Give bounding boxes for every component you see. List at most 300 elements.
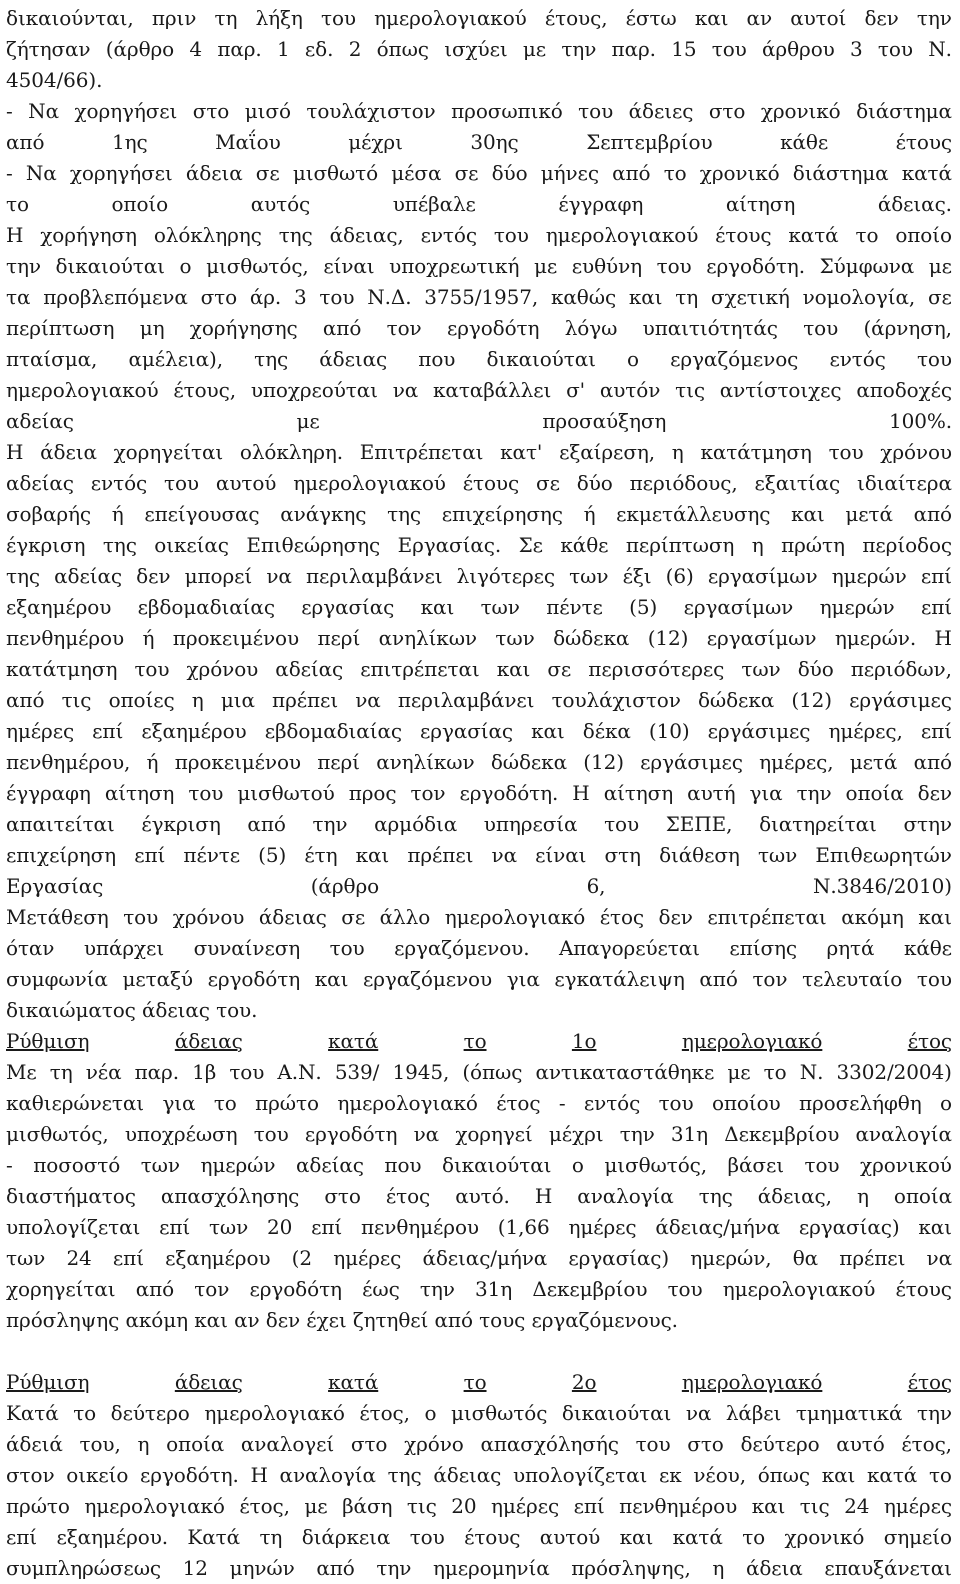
word: έστω bbox=[625, 6, 677, 30]
word: ανάγκης bbox=[280, 502, 367, 526]
word: εντός bbox=[420, 223, 477, 247]
word: και bbox=[314, 967, 349, 991]
word: (1,66 bbox=[497, 1215, 550, 1239]
word: την bbox=[419, 1277, 455, 1301]
word: πρέπει bbox=[407, 843, 474, 867]
word: άρ. bbox=[249, 285, 282, 309]
word: το bbox=[213, 1091, 237, 1115]
word: 30ης bbox=[470, 130, 519, 154]
word: Σύμφωνα bbox=[819, 254, 915, 278]
word: χορηγήσει bbox=[74, 99, 178, 123]
word: δεν bbox=[658, 905, 693, 929]
word: - bbox=[6, 161, 13, 185]
text-line bbox=[6, 685, 952, 716]
word: υπέβαλε bbox=[392, 192, 476, 216]
word: χρόνου bbox=[172, 905, 245, 929]
word: ακόμη bbox=[841, 905, 904, 929]
word: εργασίας) bbox=[568, 1246, 670, 1270]
word: στο bbox=[324, 1184, 361, 1208]
word: ημερών bbox=[819, 595, 895, 619]
word: από bbox=[322, 316, 362, 340]
word: αποδοχές bbox=[856, 378, 952, 402]
word: του bbox=[409, 1525, 445, 1549]
word: ημερών bbox=[831, 564, 907, 588]
text-line bbox=[6, 189, 952, 220]
word: - bbox=[6, 99, 13, 123]
word: συναίνεση bbox=[193, 936, 301, 960]
word: εργαζόμενος bbox=[670, 347, 799, 371]
word: την bbox=[796, 781, 832, 805]
word: του bbox=[877, 37, 913, 61]
word: της bbox=[698, 1184, 733, 1208]
word: στην bbox=[903, 812, 952, 836]
word: με bbox=[533, 254, 558, 278]
word: ημέρες bbox=[883, 1494, 952, 1518]
text-line bbox=[6, 530, 952, 561]
word: μισθωτός, bbox=[604, 1153, 707, 1177]
word: χρόνου bbox=[880, 440, 952, 464]
word: υπολογίζεται bbox=[6, 1215, 141, 1239]
word: μισθωτός, bbox=[6, 1122, 109, 1146]
word: έτος bbox=[907, 1029, 952, 1053]
word: Ν.3846/2010) bbox=[812, 874, 952, 898]
word: 20 bbox=[267, 1215, 293, 1239]
word: τις bbox=[61, 688, 92, 712]
word: διάστημα bbox=[792, 161, 889, 185]
word: του bbox=[828, 440, 864, 464]
word: απαιτείται bbox=[6, 812, 115, 836]
word: το bbox=[6, 192, 29, 216]
word: του bbox=[803, 316, 839, 340]
word: ανηλίκων bbox=[378, 626, 477, 650]
word: δύο bbox=[797, 657, 834, 681]
word: εργοδότη bbox=[304, 1122, 398, 1146]
word: μη bbox=[139, 316, 165, 340]
word: η bbox=[191, 688, 204, 712]
word: οικείο bbox=[66, 1463, 129, 1487]
word: διάθεση bbox=[659, 843, 740, 867]
word: Να bbox=[28, 99, 59, 123]
word: ρητά bbox=[826, 936, 875, 960]
word: πενθημέρου, bbox=[6, 750, 131, 774]
word: δώδεκα bbox=[490, 750, 567, 774]
word: περιόδων, bbox=[850, 657, 952, 681]
word: ημερών. bbox=[834, 626, 917, 650]
word: ημέρες bbox=[568, 1215, 637, 1239]
text-line bbox=[6, 1057, 952, 1088]
word: έτους, bbox=[544, 6, 608, 30]
text-line bbox=[6, 313, 952, 344]
word: κατά bbox=[328, 1370, 379, 1394]
word: χρονικό bbox=[699, 161, 780, 185]
word: συμφωνία bbox=[6, 967, 108, 991]
word: από bbox=[6, 130, 45, 154]
word: δικαιούνται, bbox=[6, 6, 134, 30]
text-line bbox=[6, 1553, 952, 1584]
word: του bbox=[804, 1153, 840, 1177]
word: Επιθεωρητών bbox=[815, 843, 952, 867]
word: περίοδος bbox=[862, 533, 952, 557]
word: Η bbox=[250, 1463, 268, 1487]
word: σε bbox=[454, 161, 479, 185]
word: 12 bbox=[182, 1556, 208, 1580]
word: χρονικό bbox=[760, 99, 841, 123]
word: υποχρεούται bbox=[250, 378, 378, 402]
word: μέσα bbox=[391, 161, 442, 185]
word: εξαιτίας bbox=[754, 471, 841, 495]
word: διάστημα bbox=[856, 99, 952, 123]
section-heading bbox=[6, 1026, 952, 1057]
word: επίσης bbox=[729, 936, 798, 960]
word: επί bbox=[573, 1494, 605, 1518]
word: κάθε bbox=[903, 936, 952, 960]
word: έτη bbox=[304, 843, 338, 867]
word: 24 bbox=[844, 1494, 870, 1518]
word: έτος bbox=[385, 1184, 431, 1208]
word: αδείας bbox=[296, 1153, 364, 1177]
word: οποίο bbox=[895, 223, 952, 247]
word: σ' bbox=[566, 378, 586, 402]
text-line bbox=[6, 933, 952, 964]
word: Κατά bbox=[6, 1401, 59, 1425]
word: παρ. bbox=[134, 1060, 179, 1084]
word: εντός bbox=[829, 347, 886, 371]
word: έγκριση bbox=[6, 533, 86, 557]
word: τον bbox=[386, 316, 422, 340]
word: επιτρέπεται bbox=[707, 905, 827, 929]
word: εξαίρεση, bbox=[559, 440, 656, 464]
word: ιδιαίτερα bbox=[856, 471, 952, 495]
word: (6) bbox=[665, 564, 694, 588]
word: εργοδότη bbox=[249, 1277, 342, 1301]
text-line bbox=[6, 1274, 952, 1305]
word: την bbox=[561, 37, 597, 61]
word: του bbox=[711, 37, 747, 61]
word: σχετική bbox=[710, 285, 790, 309]
word: ανηλίκων bbox=[376, 750, 475, 774]
word: θα bbox=[792, 1246, 819, 1270]
word: από bbox=[135, 1277, 175, 1301]
word: μεταξύ bbox=[122, 967, 193, 991]
word: ημέρες bbox=[491, 1494, 560, 1518]
word: τμηματικά bbox=[795, 1401, 903, 1425]
word: οποίου bbox=[711, 1091, 781, 1115]
word: λιγότερες bbox=[456, 564, 555, 588]
text-line bbox=[6, 499, 952, 530]
word: εργασίμων bbox=[707, 564, 818, 588]
text-line bbox=[6, 809, 952, 840]
text-line bbox=[6, 1460, 952, 1491]
word: πρέπει bbox=[839, 1246, 906, 1270]
text-line bbox=[6, 778, 952, 809]
word: χορηγείται bbox=[113, 440, 224, 464]
word: του bbox=[253, 1122, 289, 1146]
word: εξαημέρου bbox=[165, 1246, 271, 1270]
word: των bbox=[6, 1246, 46, 1270]
word: χρόνο bbox=[404, 1432, 464, 1456]
word: που bbox=[384, 1153, 422, 1177]
word: την bbox=[916, 1401, 952, 1425]
word: ημερών, bbox=[690, 1246, 772, 1270]
word: εργάσιμες bbox=[849, 688, 952, 712]
word: επί bbox=[92, 719, 124, 743]
word: κατά bbox=[328, 1029, 379, 1053]
word: αυτόν bbox=[599, 378, 661, 402]
word: πέντε bbox=[546, 595, 603, 619]
word: οποία bbox=[166, 1432, 225, 1456]
word: (όπως bbox=[462, 1060, 523, 1084]
word: Η bbox=[6, 223, 24, 247]
word: άδειας/μήνα bbox=[655, 1215, 781, 1239]
word: ο bbox=[940, 1091, 952, 1115]
word: του bbox=[134, 657, 170, 681]
word: εβδομαδιαίας bbox=[264, 719, 402, 743]
word: έτους bbox=[895, 1277, 952, 1301]
word: τη bbox=[259, 1525, 283, 1549]
word: (5) bbox=[629, 595, 658, 619]
word: εξαημέρου bbox=[141, 719, 247, 743]
word: περιλαμβάνει bbox=[397, 688, 535, 712]
word: Με bbox=[6, 1060, 37, 1084]
word: της bbox=[254, 347, 289, 371]
word: εργαζόμενου. bbox=[394, 936, 530, 960]
word: και bbox=[420, 595, 455, 619]
word: του bbox=[604, 812, 640, 836]
word: επείγουσας bbox=[144, 502, 260, 526]
word: αρμόδια bbox=[374, 812, 458, 836]
word: την bbox=[376, 1556, 412, 1580]
word: συμπληρώσεως bbox=[6, 1556, 162, 1580]
word: άδειες bbox=[628, 99, 694, 123]
word: χορηγεί bbox=[455, 1122, 533, 1146]
word: (άρθρο bbox=[105, 37, 175, 61]
text-line bbox=[6, 34, 952, 65]
word: (10) bbox=[648, 719, 690, 743]
word: αυτού bbox=[215, 471, 277, 495]
word: ή bbox=[146, 750, 159, 774]
word: το bbox=[463, 1370, 487, 1394]
word: σε bbox=[341, 905, 366, 929]
word: έτος bbox=[599, 905, 644, 929]
word: άδεια bbox=[40, 440, 97, 464]
word: έτος, bbox=[239, 1494, 290, 1518]
word: νέου, bbox=[693, 1463, 746, 1487]
word: δέκα bbox=[582, 719, 631, 743]
word: άδειας. bbox=[877, 192, 952, 216]
word: με bbox=[522, 37, 547, 61]
word: περίπτωση bbox=[6, 316, 115, 340]
word: αναλογία bbox=[279, 1463, 376, 1487]
word: όταν bbox=[6, 936, 55, 960]
word: εδ. bbox=[304, 37, 334, 61]
word: νέα bbox=[85, 1060, 122, 1084]
word: τις bbox=[406, 1494, 437, 1518]
word: 1ης bbox=[111, 130, 148, 154]
word: από bbox=[913, 502, 952, 526]
word: στη bbox=[604, 843, 641, 867]
word: μετά bbox=[845, 502, 893, 526]
word: δικαιούται bbox=[442, 1153, 552, 1177]
word: και bbox=[628, 285, 663, 309]
word: νομολογία, bbox=[802, 285, 916, 309]
word: 6, bbox=[586, 874, 606, 898]
word: στο bbox=[708, 99, 746, 123]
word: εργασίας bbox=[301, 595, 395, 619]
word: περί bbox=[317, 750, 360, 774]
word: και bbox=[821, 1463, 856, 1487]
word: την bbox=[6, 254, 41, 278]
word: των bbox=[495, 626, 535, 650]
word: ποσοστό bbox=[33, 1153, 121, 1177]
word: του bbox=[319, 285, 355, 309]
word: Ν.Δ. bbox=[367, 285, 412, 309]
word: έτους, bbox=[173, 378, 236, 402]
word: δεν bbox=[917, 781, 952, 805]
word: μήνες bbox=[540, 161, 599, 185]
word: 24 bbox=[66, 1246, 92, 1270]
word: άδεια bbox=[745, 1556, 803, 1580]
text-line bbox=[6, 592, 952, 623]
word: καθώς bbox=[551, 285, 617, 309]
word: υπαιτιότητάς bbox=[642, 316, 778, 340]
word: σε bbox=[547, 657, 572, 681]
word: ημέρες, bbox=[759, 750, 834, 774]
text-line bbox=[6, 251, 952, 282]
word: αδείας bbox=[6, 409, 74, 433]
word: τον bbox=[194, 1277, 230, 1301]
text-line: δικαιώματος άδειας του. bbox=[6, 998, 258, 1022]
word: 1ο bbox=[571, 1029, 597, 1053]
word: Η bbox=[6, 440, 24, 464]
word: κατ' bbox=[500, 440, 543, 464]
word: μπορεί bbox=[184, 564, 253, 588]
word: εργάσιμες bbox=[707, 719, 811, 743]
word: η bbox=[137, 1432, 150, 1456]
word: αυτός bbox=[250, 192, 311, 216]
word: της bbox=[387, 1463, 422, 1487]
blank-line bbox=[6, 1336, 952, 1367]
word: ημέρες bbox=[6, 719, 75, 743]
word: μισθωτός bbox=[450, 1401, 548, 1425]
word: άδειας bbox=[174, 1370, 243, 1394]
word: δύο bbox=[491, 161, 528, 185]
word: αντίστοιχες bbox=[719, 378, 842, 402]
word: Ρύθμιση bbox=[6, 1370, 90, 1394]
word: της bbox=[387, 502, 422, 526]
word: επαυξάνεται bbox=[824, 1556, 952, 1580]
word: 31η bbox=[475, 1277, 513, 1301]
word: 3 bbox=[293, 285, 307, 309]
word: εργοδότη. bbox=[459, 781, 559, 805]
word: εργοδότη. bbox=[140, 1463, 239, 1487]
word: του bbox=[329, 936, 365, 960]
word: (άρνηση, bbox=[863, 316, 952, 340]
word: επί bbox=[134, 843, 166, 867]
word: έτος bbox=[907, 1370, 952, 1394]
word: δύο bbox=[576, 471, 613, 495]
word: τουλάχιστον bbox=[306, 99, 436, 123]
word: η bbox=[671, 440, 684, 464]
word: για bbox=[162, 1091, 196, 1115]
word: του bbox=[635, 1432, 671, 1456]
word: διάρκεια bbox=[301, 1525, 391, 1549]
word: και bbox=[496, 657, 531, 681]
word: εργάσιμες bbox=[640, 750, 743, 774]
word: προσελήφθη bbox=[798, 1091, 922, 1115]
word: εργοδότη bbox=[207, 967, 301, 991]
word: δώδεκα bbox=[697, 688, 775, 712]
word: ημερολογιακού bbox=[293, 471, 446, 495]
word: ΣΕΠΕ, bbox=[665, 812, 733, 836]
word: με bbox=[727, 1060, 751, 1084]
text-line bbox=[6, 840, 952, 871]
word: του bbox=[916, 967, 952, 991]
word: χορήγησης bbox=[189, 316, 298, 340]
word: άδειας, bbox=[757, 1184, 832, 1208]
word: πρώτη bbox=[781, 533, 845, 557]
word: δεν bbox=[864, 6, 899, 30]
word: εργασίας) bbox=[798, 1215, 900, 1239]
word: αν bbox=[746, 6, 773, 30]
text-line bbox=[6, 1119, 952, 1150]
word: και bbox=[918, 1215, 952, 1239]
word: (12) bbox=[583, 750, 624, 774]
word: από bbox=[913, 750, 952, 774]
word: του bbox=[188, 781, 224, 805]
word: να bbox=[392, 378, 419, 402]
word: οποίες bbox=[108, 688, 175, 712]
word: δώδεκα bbox=[553, 626, 630, 650]
word: εβδομαδιαίας bbox=[137, 595, 275, 619]
word: δικαιούται bbox=[486, 347, 596, 371]
word: του bbox=[656, 254, 692, 278]
word: 4 bbox=[189, 37, 203, 61]
word: 31η bbox=[670, 1122, 709, 1146]
word: επί bbox=[920, 719, 952, 743]
word: των bbox=[757, 843, 798, 867]
word: κάθε bbox=[780, 130, 829, 154]
word: 1945, bbox=[392, 1060, 450, 1084]
word: έξι bbox=[622, 564, 652, 588]
word: μια bbox=[220, 688, 255, 712]
word: εγκατάλειψη bbox=[554, 967, 685, 991]
word: 3302/2004) bbox=[836, 1060, 952, 1084]
word: κατά bbox=[901, 161, 952, 185]
word: τη bbox=[49, 1060, 73, 1084]
text-line bbox=[6, 437, 952, 468]
word: ο bbox=[571, 1153, 584, 1177]
text-line bbox=[6, 1150, 952, 1181]
word: και bbox=[355, 843, 390, 867]
word: ημερολογιακό bbox=[84, 1494, 225, 1518]
text-line bbox=[6, 654, 952, 685]
word: εργαζόμενου bbox=[362, 967, 493, 991]
word: άδειας bbox=[174, 1029, 243, 1053]
word: στο bbox=[192, 99, 230, 123]
word: ημερολογιακό bbox=[681, 1029, 823, 1053]
word: όπως bbox=[376, 37, 429, 61]
word: ή bbox=[142, 626, 155, 650]
word: το bbox=[763, 1060, 787, 1084]
word: περισσότερες bbox=[588, 657, 725, 681]
word: ημέρες bbox=[333, 1246, 402, 1270]
word: προκειμένου bbox=[172, 626, 300, 650]
word: την bbox=[312, 812, 348, 836]
word: από bbox=[247, 812, 286, 836]
word: έτους bbox=[895, 130, 952, 154]
word: από bbox=[316, 1556, 355, 1580]
word: ολόκληρη. bbox=[239, 440, 344, 464]
